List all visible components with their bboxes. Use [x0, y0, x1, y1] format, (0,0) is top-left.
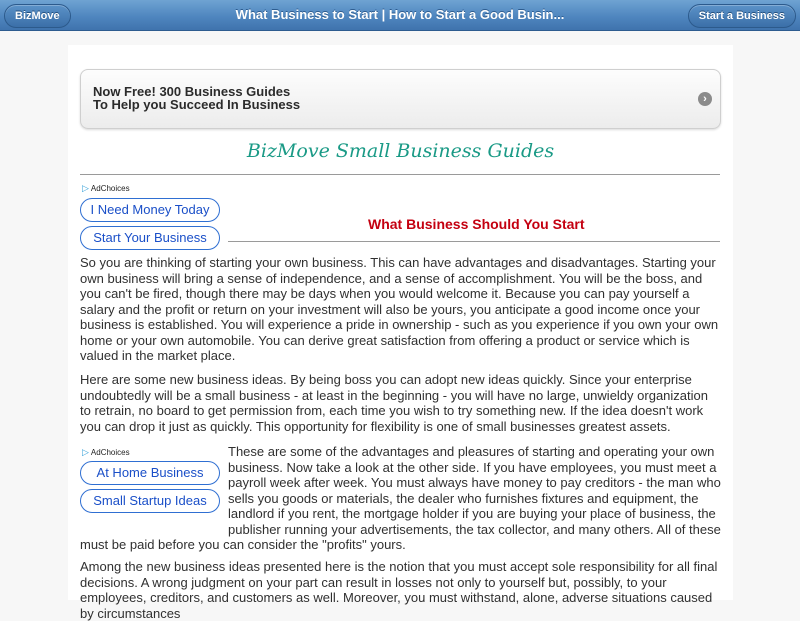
top-navigation-bar: [0, 0, 800, 31]
content-column: [68, 45, 733, 621]
divider: [80, 174, 720, 175]
adchoices-icon: ▷: [82, 447, 89, 457]
ad-link-start-your-business[interactable]: Start Your Business: [80, 226, 220, 250]
article-paragraph: These are some of the advantages and pleasures of starting and operating your own business. Now take a look at the other side. If you have employees, you must meet a payroll week after week. You must always have money to pay creditors - the man who sells you goods or materials, the dealer who furnishes fixtures and equipment, the landlord if you rent, the mortgage holder if you are buying your place of business, the publisher running your advertisements, the tax collector, and many others. All of these must be paid before you can consider the "profits" yours.: [80, 444, 721, 552]
free-guides-promo-banner[interactable]: [80, 69, 721, 129]
bizmove-home-button[interactable]: BizMove: [4, 4, 71, 28]
promo-line-2: To Help you Succeed In Business: [93, 97, 301, 112]
article-paragraph-wrapper: [80, 444, 722, 553]
ad-link-need-money-today[interactable]: I Need Money Today: [80, 198, 220, 222]
article-paragraph: So you are thinking of starting your own business. This can have advantages and disadvantages. Starting your own business will bring a sense of independence, and a sense of accomplishment. You will be the boss, and you can't be fired, though there may be days when you would welcome it. Because you can pay yourself a salary and the profit or return on your investment will also be yours, you anticipate a good income once your business is established. You will experience a pride in ownership - such as you experience if you own your own home or your own automobile. You can derive great satisfaction from offering a product or service which is valued in the market place.: [80, 255, 719, 363]
article-heading: What Business Should You Start: [368, 216, 585, 232]
article-paragraph: Here are some new business ideas. By being boss you can adopt new ideas quickly. Since your enterprise undoubtedly will be a small business - at least in the beginning - you will have no large, unwieldy organization to retrain, no board to get permission from, each time you wish to try something new. If the idea doesn't work you can drop it just as quickly. This opportunity for flexibility is one of small businesses greatest assets.: [80, 372, 708, 434]
divider: [228, 241, 720, 242]
adchoices-label[interactable]: [82, 183, 130, 194]
promo-text: [93, 85, 300, 111]
chevron-right-icon[interactable]: ›: [698, 92, 712, 106]
ad-link-small-startup-ideas[interactable]: Small Startup Ideas: [80, 489, 220, 513]
page-title: What Business to Start | How to Start a Good Busin...: [235, 7, 565, 22]
article-paragraph: Among the new business ideas presented here is the notion that you must accept sole responsibility for all final decisions. A wrong judgment on your part can result in losses not only to yourself but, possibly, to your employees, creditors, and customers as well. Moreover, you must withstand, alone, adverse situations caused by circumstances: [80, 559, 718, 621]
site-brand-heading: BizMove Small Business Guides: [246, 140, 555, 162]
promo-line-1: Now Free! 300 Business Guides: [93, 84, 291, 99]
ad-link-at-home-business[interactable]: At Home Business: [80, 461, 220, 485]
adchoices-text: AdChoices: [90, 448, 130, 457]
start-a-business-button[interactable]: Start a Business: [688, 4, 796, 28]
ad-float-spacer: [80, 444, 228, 536]
adchoices-icon: ▷: [82, 183, 89, 193]
adchoices-text: AdChoices: [90, 184, 130, 193]
